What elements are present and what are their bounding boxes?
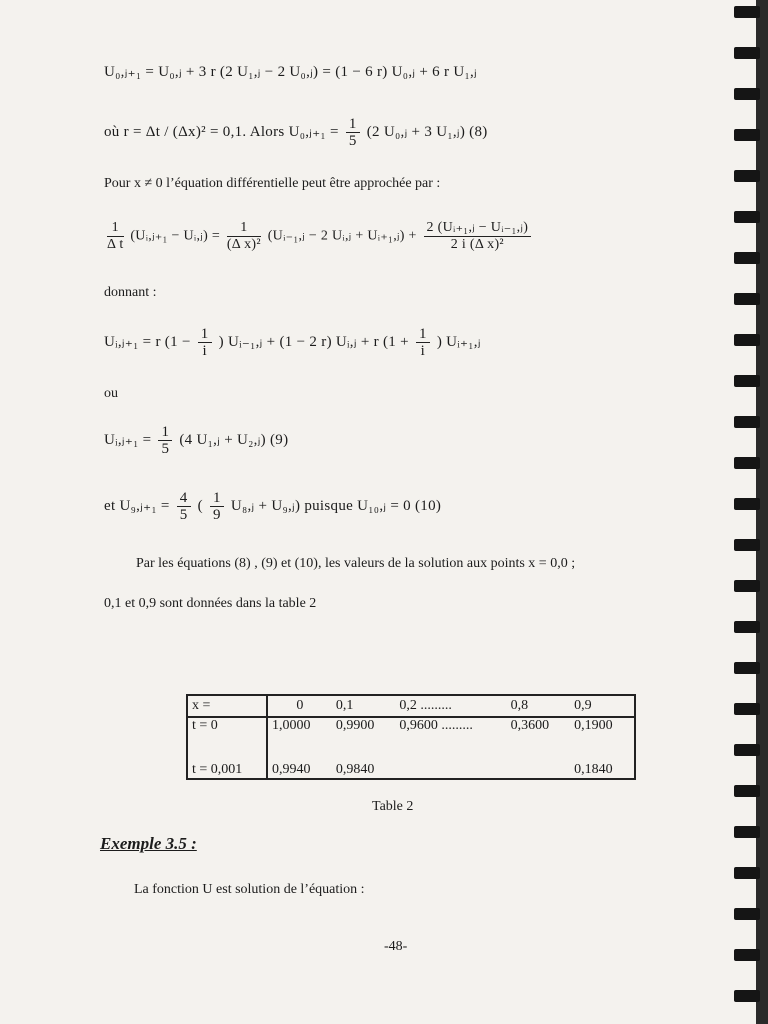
values-table [186, 694, 636, 780]
table-cell: 0,9900 [335, 718, 375, 733]
table-header-cell: 0,8 [507, 695, 570, 717]
scheme-part-c: ) Uᵢ₊₁,ⱼ [436, 333, 481, 350]
fraction-numerator: 4 [177, 490, 191, 507]
fraction-denominator: i [202, 343, 207, 359]
table-cell: 0,9940 [272, 762, 311, 777]
equation-9 [104, 424, 288, 457]
equation-9-rest: (4 U₁,ⱼ + U₂,ⱼ) (9) [179, 431, 289, 448]
binding-tooth [734, 908, 760, 920]
table-header-cell: 0,2 ......... [395, 695, 506, 717]
table-cell: 0,9840 [335, 762, 375, 777]
equation-10-lhs: et U₉,ⱼ₊₁ = [104, 497, 170, 514]
binding-tooth [734, 703, 760, 715]
binding-tooth [734, 580, 760, 592]
table-header-row [187, 695, 635, 717]
binding-tooth [734, 744, 760, 756]
table-header-cell: 0,9 [570, 695, 635, 717]
fraction [346, 116, 360, 149]
table-cell: 0,3600 [510, 718, 550, 733]
binding-tooth [734, 252, 760, 264]
fraction-denominator: 5 [161, 441, 170, 457]
table-cell: t = 0 [187, 717, 267, 748]
binding-tooth [734, 170, 760, 182]
binding-tooth [734, 88, 760, 100]
fraction [198, 326, 212, 359]
fraction-numerator: 1 [158, 424, 172, 441]
donnant-label: donnant : [104, 285, 157, 300]
paren-open: ( [197, 497, 203, 514]
equation-8 [104, 116, 488, 149]
binding-tooth [734, 457, 760, 469]
table-cell: 0,1840 [574, 762, 613, 777]
equation-10-rest: U₈,ⱼ + U₉,ⱼ) puisque U₁₀,ⱼ = 0 (10) [230, 497, 442, 514]
equation-boundary: U₀,ⱼ₊₁ = U₀,ⱼ + 3 r (2 U₁,ⱼ − 2 U₀,ⱼ) = (1 − 6 r) U₀,ⱼ + 6 r U₁,ⱼ [104, 64, 477, 80]
table-header-cell: 0,1 [332, 695, 395, 717]
scheme-part-b: ) Uᵢ₋₁,ⱼ + (1 − 2 r) Uᵢ,ⱼ + r (1 + [218, 333, 409, 350]
table-cell: 0,9600 ......... [399, 718, 473, 733]
table-header-cell: 0 [267, 695, 332, 717]
fraction-denominator: (Δ x)² [226, 237, 261, 252]
equation-8-prefix: où r = Δt / (Δx)² = 0,1. Alors U₀,ⱼ₊₁ = [104, 123, 339, 140]
binding-tooth [734, 826, 760, 838]
section-text: La fonction U est solution de l’équation : [134, 882, 365, 897]
binding-tooth [734, 498, 760, 510]
pde-lhs: (Uᵢ,ⱼ₊₁ − Uᵢ,ⱼ) = [130, 228, 221, 244]
binding-tooth [734, 949, 760, 961]
fraction-denominator: 5 [179, 507, 188, 523]
table-caption: Table 2 [372, 799, 414, 814]
binding-tooth [734, 293, 760, 305]
binding-tooth [734, 785, 760, 797]
fraction-numerator: 1 [416, 326, 430, 343]
paragraph-line-2: 0,1 et 0,9 sont données dans la table 2 [104, 596, 317, 611]
binding-tooth [734, 47, 760, 59]
fraction-numerator: 2 (Uᵢ₊₁,ⱼ − Uᵢ₋₁,ⱼ) [424, 220, 532, 237]
table-cell: t = 0,001 [187, 748, 267, 779]
fraction-denominator: 5 [348, 133, 357, 149]
equation-8-rest: (2 U₀,ⱼ + 3 U₁,ⱼ) (8) [366, 123, 488, 140]
binding-tooth [734, 867, 760, 879]
fraction [424, 220, 532, 253]
binding-tooth [734, 211, 760, 223]
fraction-denominator: Δ t [107, 237, 124, 252]
equation-10 [104, 490, 441, 523]
finite-difference-equation [104, 220, 534, 253]
fraction [210, 490, 224, 523]
scheme-part-a: Uᵢ,ⱼ₊₁ = r (1 − [104, 333, 191, 350]
pde-middle: (Uᵢ₋₁,ⱼ − 2 Uᵢ,ⱼ + Uᵢ₊₁,ⱼ) + [267, 228, 417, 244]
table-header-cell: x = [187, 695, 267, 717]
ou-label: ou [104, 386, 118, 401]
fraction-numerator: 1 [346, 116, 360, 133]
binding-tooth [734, 416, 760, 428]
binding-tooth [734, 539, 760, 551]
fraction-numerator: 1 [210, 490, 224, 507]
binding-tooth [734, 334, 760, 346]
fraction [416, 326, 430, 359]
page-number: -48- [384, 939, 408, 954]
fraction-denominator: i [420, 343, 426, 359]
fraction [107, 220, 124, 253]
section-title: Exemple 3.5 : [100, 834, 197, 853]
scheme-equation [104, 326, 481, 359]
fraction [177, 490, 191, 523]
fraction-numerator: 1 [107, 220, 124, 237]
table-cell: 1,0000 [272, 718, 311, 733]
fraction-numerator: 1 [198, 326, 212, 343]
pde-intro: Pour x ≠ 0 l’équation différentielle peut être approchée par : [104, 176, 441, 191]
fraction-numerator: 1 [227, 220, 261, 237]
table-row [187, 717, 635, 748]
table-cell: 0,1900 [574, 718, 613, 733]
equation-9-lhs: Uᵢ,ⱼ₊₁ = [104, 431, 152, 448]
table-row [187, 748, 635, 779]
table-cell [507, 748, 570, 779]
fraction [227, 220, 261, 253]
fraction [158, 424, 172, 457]
binding-tooth [734, 621, 760, 633]
fraction-denominator: 2 i (Δ x)² [450, 237, 504, 252]
binding-tooth [734, 6, 760, 18]
binding-tooth [734, 662, 760, 674]
paragraph-line-1: Par les équations (8) , (9) et (10), les valeurs de la solution aux points x = 0,0 ; [136, 556, 576, 571]
fraction-denominator: 9 [212, 507, 221, 523]
binding-tooth [734, 129, 760, 141]
binding-tooth [734, 375, 760, 387]
spiral-binding [722, 0, 768, 1024]
binding-tooth [734, 990, 760, 1002]
table-cell [395, 748, 506, 779]
